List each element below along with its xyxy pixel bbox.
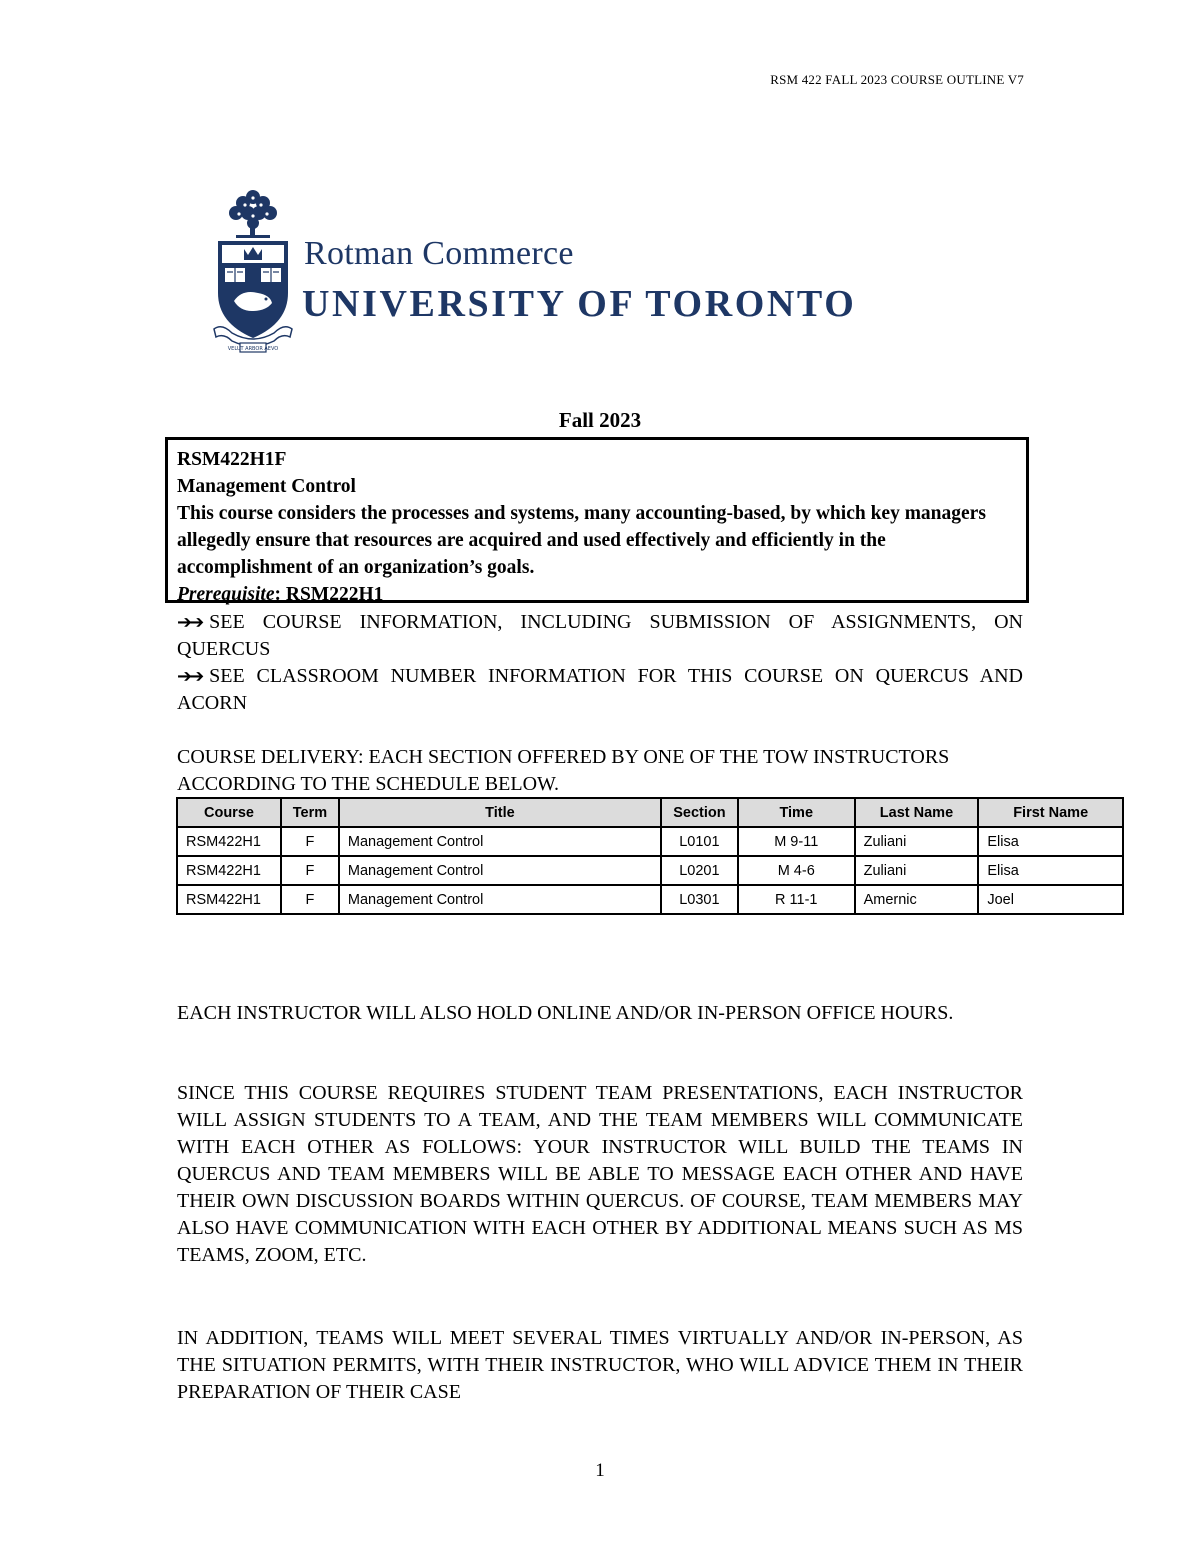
course-description: This course considers the processes and systems, many accounting-based, by which key managers allegedly ensure that resources are acquired and used effectively and efficiently in the accomplishment of an organization’s goals. — [177, 503, 986, 578]
course-name: Management Control — [177, 476, 356, 497]
crest-motto: VELUT ARBOR AEVO — [227, 346, 279, 352]
cell-time: M 4-6 — [738, 856, 855, 885]
cell-term: F — [281, 827, 339, 856]
document-header-reference: RSM 422 FALL 2023 COURSE OUTLINE V7 — [770, 72, 1024, 87]
cell-time: M 9-11 — [738, 827, 855, 856]
cell-course: RSM422H1 — [177, 856, 281, 885]
cell-term: F — [281, 856, 339, 885]
teams-paragraph: SINCE THIS COURSE REQUIRES STUDENT TEAM PRESENTATIONS, EACH INSTRUCTOR WILL ASSIGN STUDENTS TO A TEAM, AND THE TEAM MEMBERS WILL COMMUNICATE WITH EACH OTHER AS FOLLOWS: YOUR INSTRUCTOR WILL BUILD THE TEAMS IN QUERCUS AND TEAM MEMBERS WILL BE ABLE TO MESSAGE EACH OTHER AND HAVE THEIR OWN DISCUSSION BOARDS WITHIN QUERCUS. OF COURSE, TEAM MEMBERS MAY ALSO HAVE COMMUNICATION WITH EACH OTHER BY ADDITIONAL MEANS SUCH AS MS TEAMS, ZOOM, ETC. — [177, 1082, 1023, 1266]
cell-section: L0201 — [661, 856, 738, 885]
cell-title: Management Control — [339, 856, 661, 885]
cell-section: L0301 — [661, 885, 738, 914]
schedule-table — [176, 797, 1124, 915]
cell-first-name: Joel — [978, 885, 1123, 914]
cell-course: RSM422H1 — [177, 827, 281, 856]
cell-first-name: Elisa — [978, 827, 1123, 856]
notice-quercus-text: SEE COURSE INFORMATION, INCLUDING SUBMISSION OF ASSIGNMENTS, ON QUERCUS — [177, 611, 1023, 660]
rotman-commerce-wordmark: Rotman Commerce — [304, 235, 574, 272]
office-hours-paragraph: EACH INSTRUCTOR WILL ALSO HOLD ONLINE AND/OR IN-PERSON OFFICE HOURS. — [177, 1002, 954, 1024]
table-header-row — [177, 798, 1123, 827]
meetings-paragraph: IN ADDITION, TEAMS WILL MEET SEVERAL TIMES VIRTUALLY AND/OR IN-PERSON, AS THE SITUATION PERMITS, WITH THEIR INSTRUCTOR, WHO WILL ADVICE THEM IN THEIR PREPARATION OF THEIR CASE — [177, 1327, 1023, 1403]
column-header: Term — [281, 798, 339, 827]
column-header: Last Name — [855, 798, 979, 827]
column-header: First Name — [978, 798, 1123, 827]
cell-last-name: Amernic — [855, 885, 979, 914]
double-arrow-icon: ➔➔ — [177, 666, 202, 687]
course-prerequisite — [177, 581, 1017, 608]
notice-classroom-text: SEE CLASSROOM NUMBER INFORMATION FOR THIS COURSE ON QUERCUS AND ACORN — [177, 665, 1023, 714]
university-of-toronto-wordmark: UNIVERSITY OF TORONTO — [302, 283, 857, 325]
double-arrow-icon: ➔➔ — [177, 612, 202, 633]
cell-section: L0101 — [661, 827, 738, 856]
table-row — [177, 856, 1123, 885]
cell-title: Management Control — [339, 885, 661, 914]
cell-term: F — [281, 885, 339, 914]
prerequisite-value: : RSM222H1 — [274, 584, 384, 605]
cell-last-name: Zuliani — [855, 856, 979, 885]
cell-last-name: Zuliani — [855, 827, 979, 856]
cell-course: RSM422H1 — [177, 885, 281, 914]
column-header: Title — [339, 798, 661, 827]
notice-classroom — [177, 663, 1023, 717]
cell-time: R 11-1 — [738, 885, 855, 914]
table-row — [177, 827, 1123, 856]
cell-title: Management Control — [339, 827, 661, 856]
page-number: 1 — [595, 1460, 605, 1481]
cell-first-name: Elisa — [978, 856, 1123, 885]
column-header: Course — [177, 798, 281, 827]
notice-quercus — [177, 609, 1023, 663]
column-header: Section — [661, 798, 738, 827]
course-info-box — [165, 437, 1029, 603]
table-row — [177, 885, 1123, 914]
course-delivery-text: COURSE DELIVERY: EACH SECTION OFFERED BY ONE OF THE TOW INSTRUCTORS ACCORDING TO THE SCHEDULE BELOW. — [177, 746, 950, 795]
university-crest-icon — [212, 183, 294, 353]
column-header: Time — [738, 798, 855, 827]
term-heading: Fall 2023 — [558, 408, 642, 432]
course-code: RSM422H1F — [177, 449, 287, 470]
rotman-uoft-logo — [212, 183, 952, 353]
prerequisite-label: Prerequisite — [177, 584, 275, 605]
